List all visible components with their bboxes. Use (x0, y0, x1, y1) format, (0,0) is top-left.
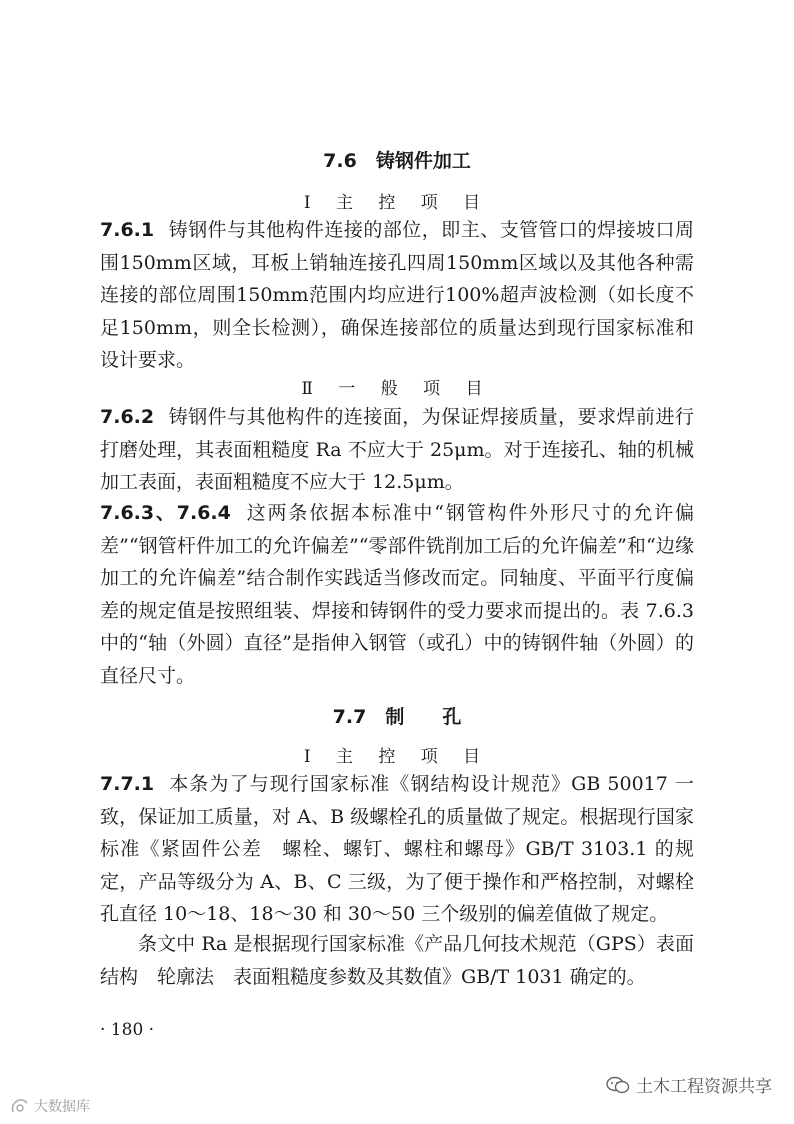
clause-7-6-3-4 (100, 497, 694, 692)
subheading-general: Ⅱ 一 般 项 目 (301, 379, 493, 399)
watermark-right (606, 1072, 772, 1097)
clause-number: 7.6.2 (100, 406, 155, 428)
watermark-text: 大数据库 (34, 1099, 90, 1115)
clause-text: 铸钢件与其他构件连接的部位，即主、支管管口的焊接坡口周围150mm区域，耳板上销轴连接孔四周150mm区域以及其他各种需连接的部位周围150mm范围内均应进行100%超声波检测（如长度不足150mm，则全长检测），确保连接部位的质量达到现行国家标准和设计要求。 (100, 219, 694, 371)
clause-number: 7.7.1 (100, 773, 155, 795)
clause-7-6-1 (100, 214, 694, 377)
clause-note-ra (100, 928, 694, 993)
subheading-main-control-2: Ⅰ 主 控 项 目 (303, 747, 491, 767)
subheading-main-control: Ⅰ 主 控 项 目 (303, 193, 491, 213)
section-heading-7-7: 7.7 制 孔 (332, 706, 462, 728)
clause-7-7-1 (100, 768, 694, 931)
clause-text: 本条为了与现行国家标准《钢结构设计规范》GB 50017 一致，保证加工质量，对 A、B 级螺栓孔的质量做了规定。根据现行国家标准《紧固件公差 螺栓、螺钉、螺柱和螺母》GB/T 3103.1 的规定，产品等级分为 A、B、C 三级，为了便于操作和严格控制，对螺栓孔直径 10～18、18～30 和 30～50 三个级别的偏差值做了规定。 (100, 773, 694, 925)
clause-number: 7.6.3、7.6.4 (100, 502, 231, 524)
watermark-left (10, 1096, 90, 1116)
site-logo-icon (10, 1097, 30, 1115)
page-number: · 180 · (100, 1020, 155, 1040)
watermark-text: 土木工程资源共享 (636, 1077, 772, 1097)
clause-number: 7.6.1 (100, 219, 155, 241)
clause-text: 条文中 Ra 是根据现行国家标准《产品几何技术规范（GPS）表面结构 轮廓法 表面粗糙度参数及其数值》GB/T 1031 确定的。 (100, 933, 694, 988)
clause-7-6-2 (100, 401, 694, 499)
section-heading-7-6: 7.6 铸钢件加工 (323, 150, 471, 172)
clause-text: 这两条依据本标准中“钢管构件外形尺寸的允许偏差”“钢管杆件加工的允许偏差”“零部件铣削加工后的允许偏差”和“边缘加工的允许偏差”结合制作实践适当修改而定。同轴度、平面平行度偏差的规定值是按照组装、焊接和铸钢件的受力要求而提出的。表 7.6.3 中的“轴（外圆）直径”是指伸入钢管（或孔）中的铸钢件轴（外圆）的直径尺寸。 (100, 502, 694, 687)
wechat-icon (606, 1076, 630, 1094)
clause-text: 铸钢件与其他构件的连接面，为保证焊接质量，要求焊前进行打磨处理，其表面粗糙度 Ra 不应大于 25μm。对于连接孔、轴的机械加工表面，表面粗糙度不应大于 12.5μm。 (100, 406, 694, 493)
